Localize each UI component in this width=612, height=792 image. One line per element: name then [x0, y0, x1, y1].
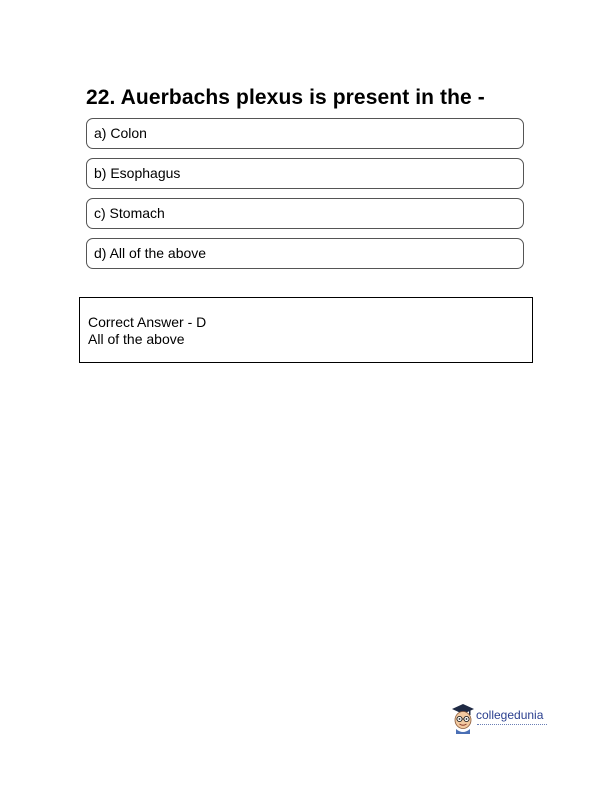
- question-title: 22. Auerbachs plexus is present in the -: [86, 86, 485, 109]
- answer-box: [79, 297, 533, 363]
- option-c[interactable]: c) Stomach: [86, 198, 524, 229]
- correct-answer-text: All of the above: [88, 331, 185, 347]
- option-b[interactable]: b) Esophagus: [86, 158, 524, 189]
- collegedunia-logo: [450, 702, 550, 738]
- option-d[interactable]: d) All of the above: [86, 238, 524, 269]
- logo-tagline: [477, 724, 547, 728]
- logo-wordmark: collegedunia: [476, 708, 544, 722]
- correct-answer-label: Correct Answer - D: [88, 314, 207, 330]
- option-a[interactable]: a) Colon: [86, 118, 524, 149]
- graduate-mascot-icon: [450, 702, 476, 734]
